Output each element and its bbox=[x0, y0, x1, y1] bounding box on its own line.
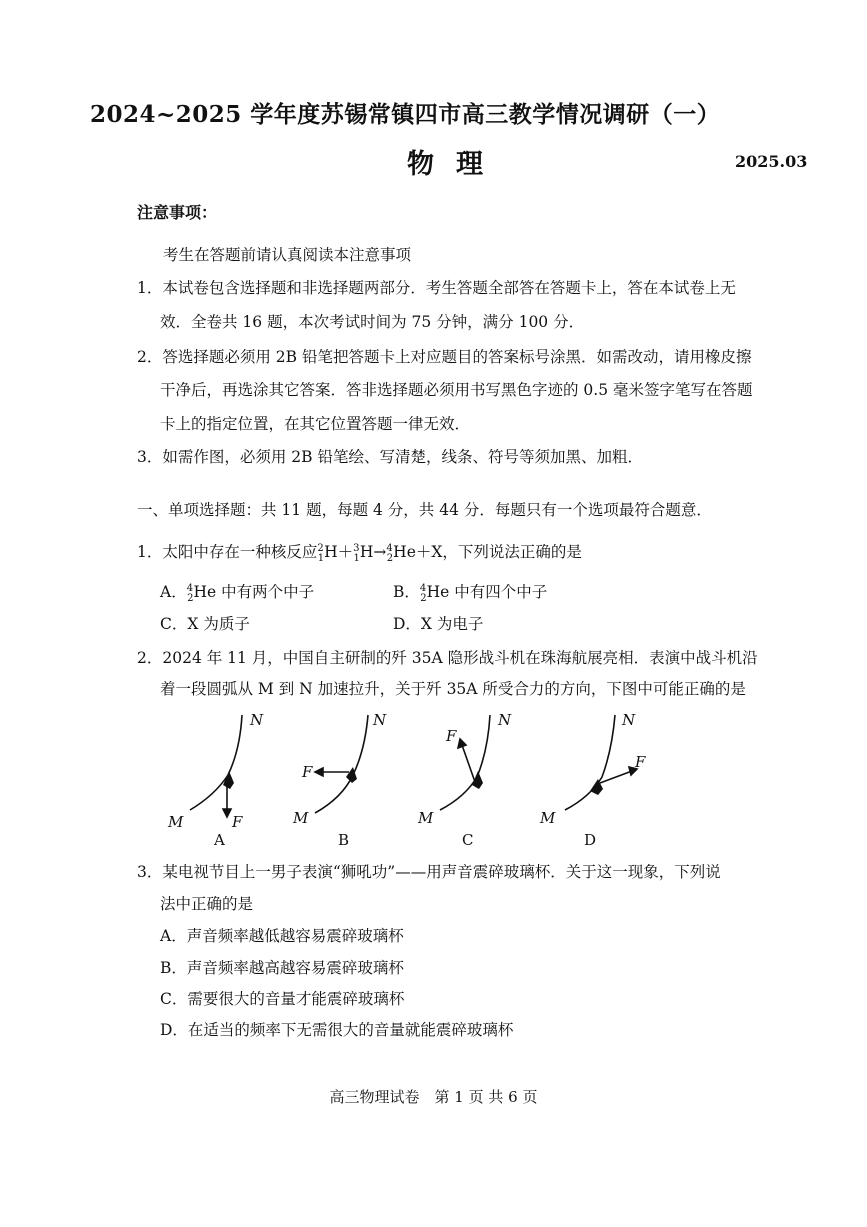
page-footer: 高三物理试卷 第 1 页 共 6 页 bbox=[329, 1088, 538, 1106]
label-f-a: F bbox=[232, 813, 243, 831]
label-n-d: N bbox=[622, 711, 636, 729]
arc-a bbox=[190, 715, 242, 810]
force-arrow-c bbox=[462, 745, 475, 782]
option-label-b: B bbox=[338, 831, 350, 849]
notice-item-2-line3: 卡上的指定位置，在其它位置答题一律无效． bbox=[160, 415, 471, 433]
q3-option-a: A．声音频率越低越容易震碎玻璃杯 bbox=[160, 927, 404, 945]
notice-item-2-line2: 干净后，再选涂其它答案．答非选择题必须用书写黑色字迹的 0.5 毫米签字笔写在答题 bbox=[160, 381, 753, 399]
notice-item-1-line2: 效．全卷共 16 题，本次考试时间为 75 分钟，满分 100 分． bbox=[160, 313, 585, 331]
q3-line2: 法中正确的是 bbox=[160, 895, 254, 913]
q3-option-d: D．在适当的频率下无需很大的音量就能震碎玻璃杯 bbox=[160, 1021, 514, 1039]
q3-option-c: C．需要很大的音量才能震碎玻璃杯 bbox=[160, 990, 405, 1008]
q1-option-a: A．$^4_2$He 中有两个中子 bbox=[160, 582, 315, 605]
section-heading: 一、单项选择题：共 11 题，每题 4 分，共 44 分．每题只有一个选项最符合题意． bbox=[137, 501, 712, 519]
label-m-d: M bbox=[540, 809, 556, 827]
q1-option-b: B．$^4_2$He 中有四个中子 bbox=[393, 582, 548, 605]
label-f-c: F bbox=[446, 727, 457, 745]
q1-stem-suffix: ，下列说法正确的是 bbox=[442, 543, 582, 561]
option-label-a: A bbox=[214, 831, 225, 849]
arc-d bbox=[565, 715, 615, 810]
label-m-c: M bbox=[418, 809, 434, 827]
label-n-a: N bbox=[250, 711, 264, 729]
label-f-b: F bbox=[302, 763, 313, 781]
exam-title: 2024~2025 学年度苏锡常镇四市高三教学情况调研（一） bbox=[90, 101, 721, 128]
notice-item-2-line1: 2．答选择题必须用 2B 铅笔把答题卡上对应题目的答案标号涂黑．如需改动，请用橡皮擦 bbox=[137, 348, 752, 366]
q1-stem bbox=[137, 540, 582, 564]
q3-option-b: B．声音频率越高越容易震碎玻璃杯 bbox=[160, 959, 404, 977]
option-label-d: D bbox=[584, 831, 597, 849]
q2-figure bbox=[150, 705, 710, 855]
q1-option-c: C．X 为质子 bbox=[160, 615, 250, 633]
q3-line1: 3．某电视节目上一男子表演“狮吼功”——用声音震碎玻璃杯．关于这一现象，下列说 bbox=[137, 863, 721, 881]
label-m-a: M bbox=[168, 813, 184, 831]
option-label-c: C bbox=[462, 831, 474, 849]
notice-heading: 注意事项： bbox=[137, 203, 218, 222]
label-m-b: M bbox=[293, 809, 309, 827]
subject-title: 物理 bbox=[407, 149, 505, 180]
exam-date: 2025.03 bbox=[735, 152, 808, 171]
arc-b bbox=[315, 715, 368, 813]
notice-intro: 考生在答题前请认真阅读本注意事项 bbox=[163, 246, 412, 264]
label-n-b: N bbox=[373, 711, 387, 729]
notice-item-3-line1: 3．如需作图，必须用 2B 铅笔绘、写清楚，线条、符号等须加黑、加粗． bbox=[137, 448, 643, 466]
q1-option-d: D．X 为电子 bbox=[393, 615, 484, 633]
label-n-c: N bbox=[498, 711, 512, 729]
q2-line2: 着一段圆弧从 M 到 N 加速拉升，关于歼 35A 所受合力的方向，下图中可能正确的是 bbox=[160, 680, 746, 698]
plane-d bbox=[590, 779, 603, 795]
force-arrow-d bbox=[600, 771, 632, 783]
notice-item-1-line1: 1．本试卷包含选择题和非选择题两部分．考生答题全部答在答题卡上，答在本试卷上无 bbox=[137, 279, 736, 297]
q1-reaction-equation: $^2_1$H＋$^3_1$H→$^4_2$He＋X bbox=[317, 542, 443, 565]
q1-stem-prefix: 1．太阳中存在一种核反应 bbox=[137, 543, 318, 561]
q2-line1: 2．2024 年 11 月，中国自主研制的歼 35A 隐形战斗机在珠海航展亮相．表演中战斗机沿 bbox=[137, 649, 758, 667]
label-f-d: F bbox=[635, 753, 646, 771]
